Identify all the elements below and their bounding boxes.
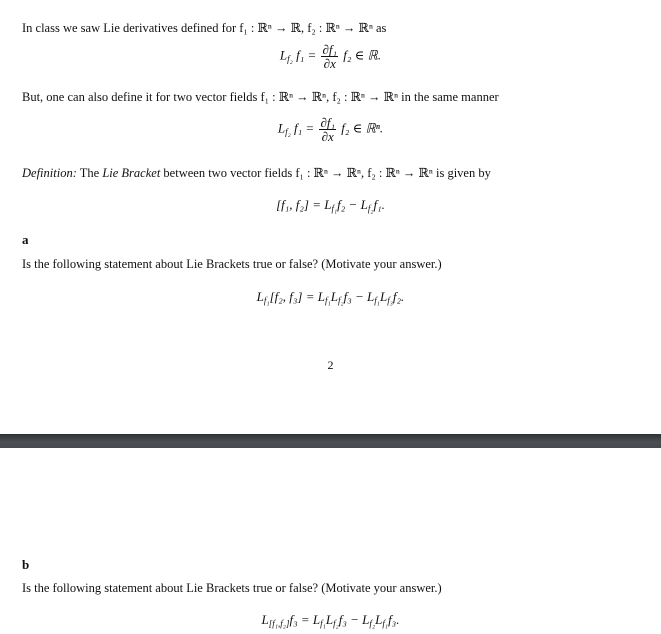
math-sub: f₂	[287, 54, 293, 65]
math-token: L	[277, 120, 286, 136]
math-token: f₃ − L	[343, 289, 375, 304]
equation-a	[0, 289, 661, 305]
definition-text	[22, 165, 491, 181]
math-token: f₃.	[388, 612, 400, 627]
math-token: f₂.	[392, 289, 405, 304]
math-sub: f₁	[382, 618, 389, 629]
math-sub: f₁	[320, 618, 326, 629]
equation-lie-derivative-vector	[0, 116, 661, 143]
page-separator	[0, 434, 661, 448]
question-b: Is the following statement about Lie Brackets true or false? (Motivate your answer.)	[22, 581, 442, 595]
intro-text: In class we saw Lie derivatives defined for f₁ : ℝⁿ → ℝ, f₂ : ℝⁿ → ℝⁿ as	[22, 21, 387, 35]
text: between two vector fields f₁ : ℝⁿ → ℝⁿ, f₂ : ℝⁿ → ℝⁿ is given by	[160, 166, 491, 180]
math-sub: f₁	[374, 295, 380, 306]
definition-label: Definition:	[22, 166, 77, 180]
math-sub: [f₁,f₂]	[268, 618, 290, 629]
math-sub: f₂	[333, 618, 339, 629]
equation-lie-derivative-scalar	[0, 43, 661, 70]
equation-lie-bracket	[0, 197, 661, 213]
math-token: L	[330, 289, 338, 304]
math-token: L	[256, 289, 264, 304]
part-a-heading: a	[22, 232, 29, 247]
math-token: [f₁, f₂] = L	[276, 197, 332, 212]
math-sub: f₂	[285, 127, 291, 138]
math-token: f₁.	[373, 197, 385, 212]
math-token: f₂ ∈ ℝ.	[343, 47, 382, 63]
page-number: 2	[327, 358, 334, 372]
math-token: f₁ =	[296, 47, 317, 63]
math-token: f₂ ∈ ℝⁿ.	[341, 120, 384, 136]
math-sub: f₃	[387, 295, 393, 306]
math-sub: f₁	[325, 295, 331, 306]
math-token: L	[379, 289, 388, 304]
math-token: L	[325, 612, 334, 627]
math-token: L	[279, 47, 288, 63]
math-sub: f₁	[263, 295, 270, 306]
math-token: [f₂, f₃] = L	[269, 289, 325, 304]
numerator: ∂f₁	[322, 42, 338, 57]
math-token: f₃ − L	[338, 612, 370, 627]
fraction	[321, 43, 338, 70]
math-sub: f₂	[337, 295, 344, 306]
math-token: f₂ − L	[337, 197, 368, 212]
fraction	[319, 116, 336, 143]
math-token: L	[261, 612, 269, 627]
math-sub: f₂	[369, 618, 376, 629]
denominator: ∂x	[321, 129, 334, 144]
math-sub: f₂	[367, 203, 374, 214]
definition-term: Lie Bracket	[102, 166, 161, 180]
math-token: f₁ =	[294, 120, 315, 136]
math-sub: f₁	[331, 203, 338, 214]
math-token: L	[375, 612, 383, 627]
math-token: f₃ = L	[289, 612, 321, 627]
text: The	[76, 166, 103, 180]
but-text: But, one can also define it for two vector fields f₁ : ℝⁿ → ℝⁿ, f₂ : ℝⁿ → ℝⁿ in the same manner	[22, 90, 499, 104]
equation-b	[0, 612, 661, 628]
part-b-heading: b	[22, 557, 30, 572]
numerator: ∂f₁	[320, 115, 335, 130]
question-a: Is the following statement about Lie Brackets true or false? (Motivate your answer.)	[22, 257, 442, 271]
denominator: ∂x	[323, 56, 336, 71]
